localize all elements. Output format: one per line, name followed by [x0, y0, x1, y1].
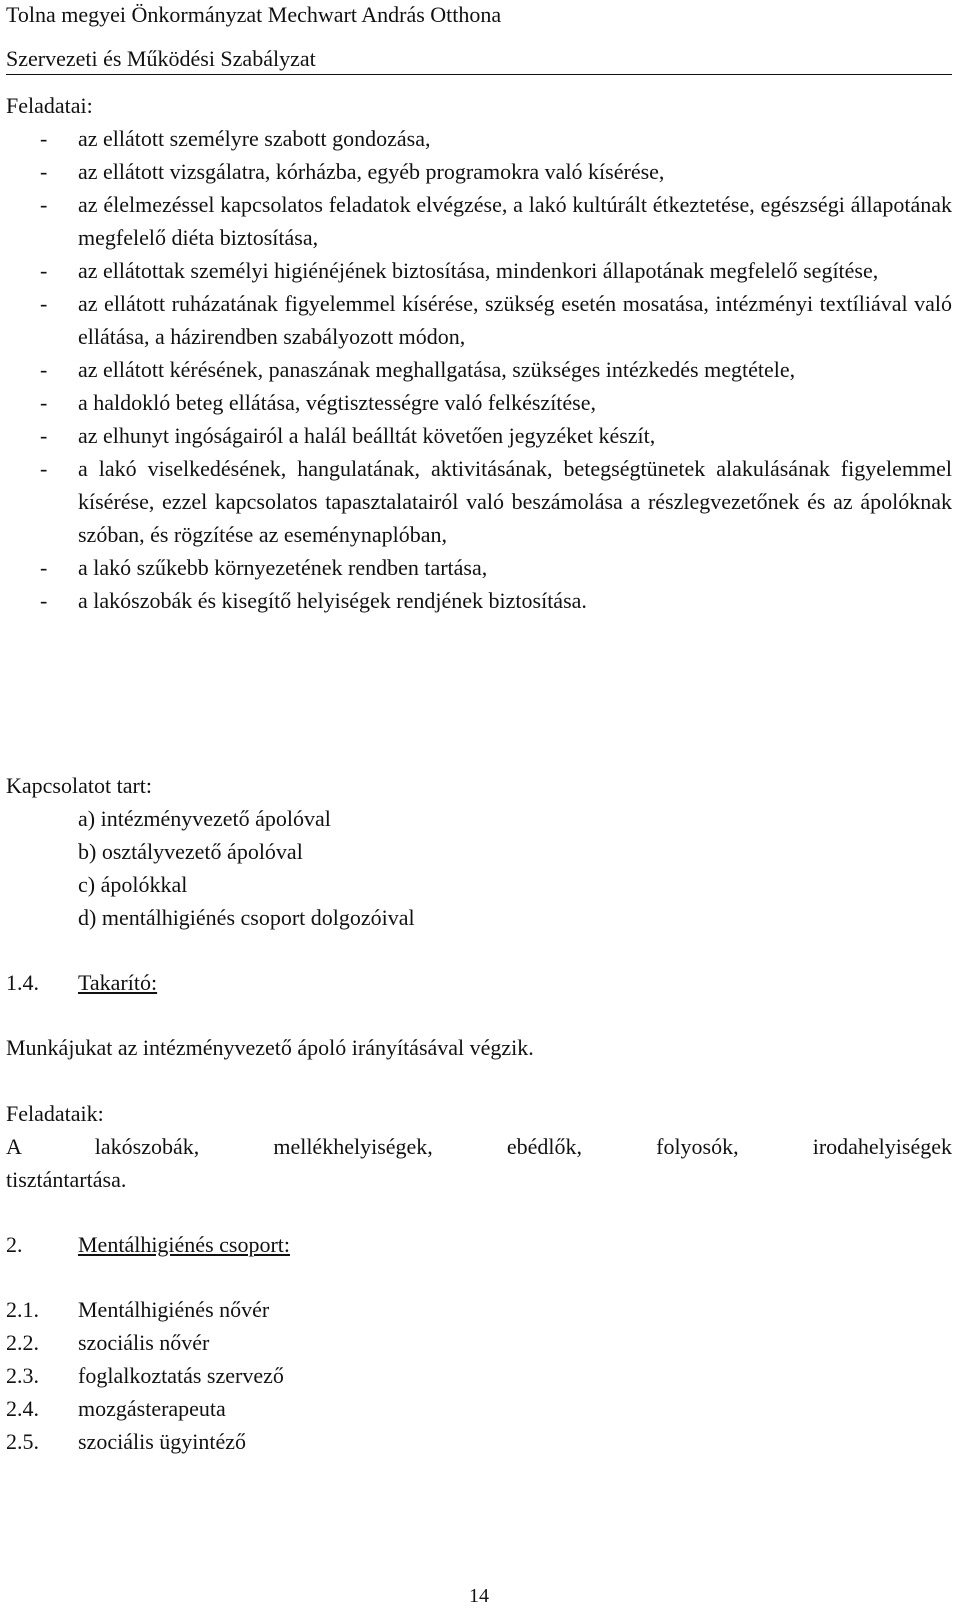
list-item: - a lakó viselkedésének, hangulatának, aktivitásának, betegségtünetek alakulásának figyelemmel kísérése, ezzel kapcsolatos tapasztalatairól való beszámolása a részlegvezetőnek és az ápolóknak szóban, és rögzítése az eseménynaplóban,	[40, 456, 952, 547]
section-title: Mentálhigiénés csoport:	[78, 1232, 291, 1257]
header-document-title: Szervezeti és Működési Szabályzat	[6, 45, 952, 75]
contacts-list	[78, 802, 415, 934]
list-item: - az ellátott kérésének, panaszának meghallgatása, szükséges intézkedés megtétele,	[40, 357, 796, 382]
contacts-title: Kapcsolatot tart:	[6, 773, 153, 798]
list-item: 2.3. foglalkoztatás szervező	[6, 1363, 284, 1388]
list-item: 2.5. szociális ügyintéző	[6, 1429, 247, 1454]
duties-title: Feladatai:	[6, 93, 93, 118]
list-item: - az ellátott személyre szabott gondozása,	[40, 126, 431, 151]
list-item: - a lakószobák és kisegítő helyiségek rendjének biztosítása.	[40, 588, 587, 613]
cleaner-tasks-title: Feladataik:	[6, 1101, 104, 1126]
cleaner-tasks-line1: A lakószobák, mellékhelyiségek, ebédlők, folyosók, irodahelyiségek	[6, 1134, 952, 1159]
list-item: d) mentálhigiénés csoport dolgozóival	[78, 905, 415, 930]
section-heading-2	[6, 1228, 290, 1261]
cleaner-paragraph: Munkájukat az intézményvezető ápoló irányításával végzik.	[6, 1035, 534, 1060]
header-institution: Tolna megyei Önkormányzat Mechwart András Otthona	[6, 2, 502, 27]
list-item: - az ellátott vizsgálatra, kórházba, egyéb programokra való kísérése,	[40, 159, 665, 184]
list-item: - az elhunyt ingóságairól a halál beálltát követően jegyzéket készít,	[40, 423, 656, 448]
mental-hygiene-list	[6, 1293, 284, 1458]
list-item: - a haldokló beteg ellátása, végtisztességre való felkészítése,	[40, 390, 597, 415]
duties-list	[6, 122, 952, 617]
list-item: - az ellátottak személyi higiénéjének biztosítása, mindenkori állapotának megfelelő segítése,	[40, 258, 879, 283]
list-item: b) osztályvezető ápolóval	[78, 839, 303, 864]
page-number: 14	[469, 1585, 489, 1607]
list-item: 2.4. mozgásterapeuta	[6, 1396, 226, 1421]
list-item: - az ellátott ruházatának figyelemmel kísérése, szükség esetén mosatása, intézményi textíliával való ellátása, a házirendben szabályozott módon,	[40, 291, 952, 349]
list-item: 2.1. Mentálhigiénés nővér	[6, 1297, 270, 1322]
section-number: 1.4.	[6, 970, 39, 995]
cleaner-tasks-line2: tisztántartása.	[6, 1167, 127, 1192]
list-item: 2.2. szociális nővér	[6, 1330, 210, 1355]
list-item: - a lakó szűkebb környezetének rendben tartása,	[40, 555, 488, 580]
list-item: c) ápolókkal	[78, 872, 188, 897]
section-title: Takarító:	[78, 970, 158, 995]
section-heading-1-4	[6, 966, 157, 999]
section-number: 2.	[6, 1232, 23, 1257]
list-item: - az élelmezéssel kapcsolatos feladatok elvégzése, a lakó kultúrált étkeztetése, egészségi állapotának megfelelő diéta biztosítása,	[40, 192, 952, 250]
list-item: a) intézményvezető ápolóval	[78, 806, 331, 831]
